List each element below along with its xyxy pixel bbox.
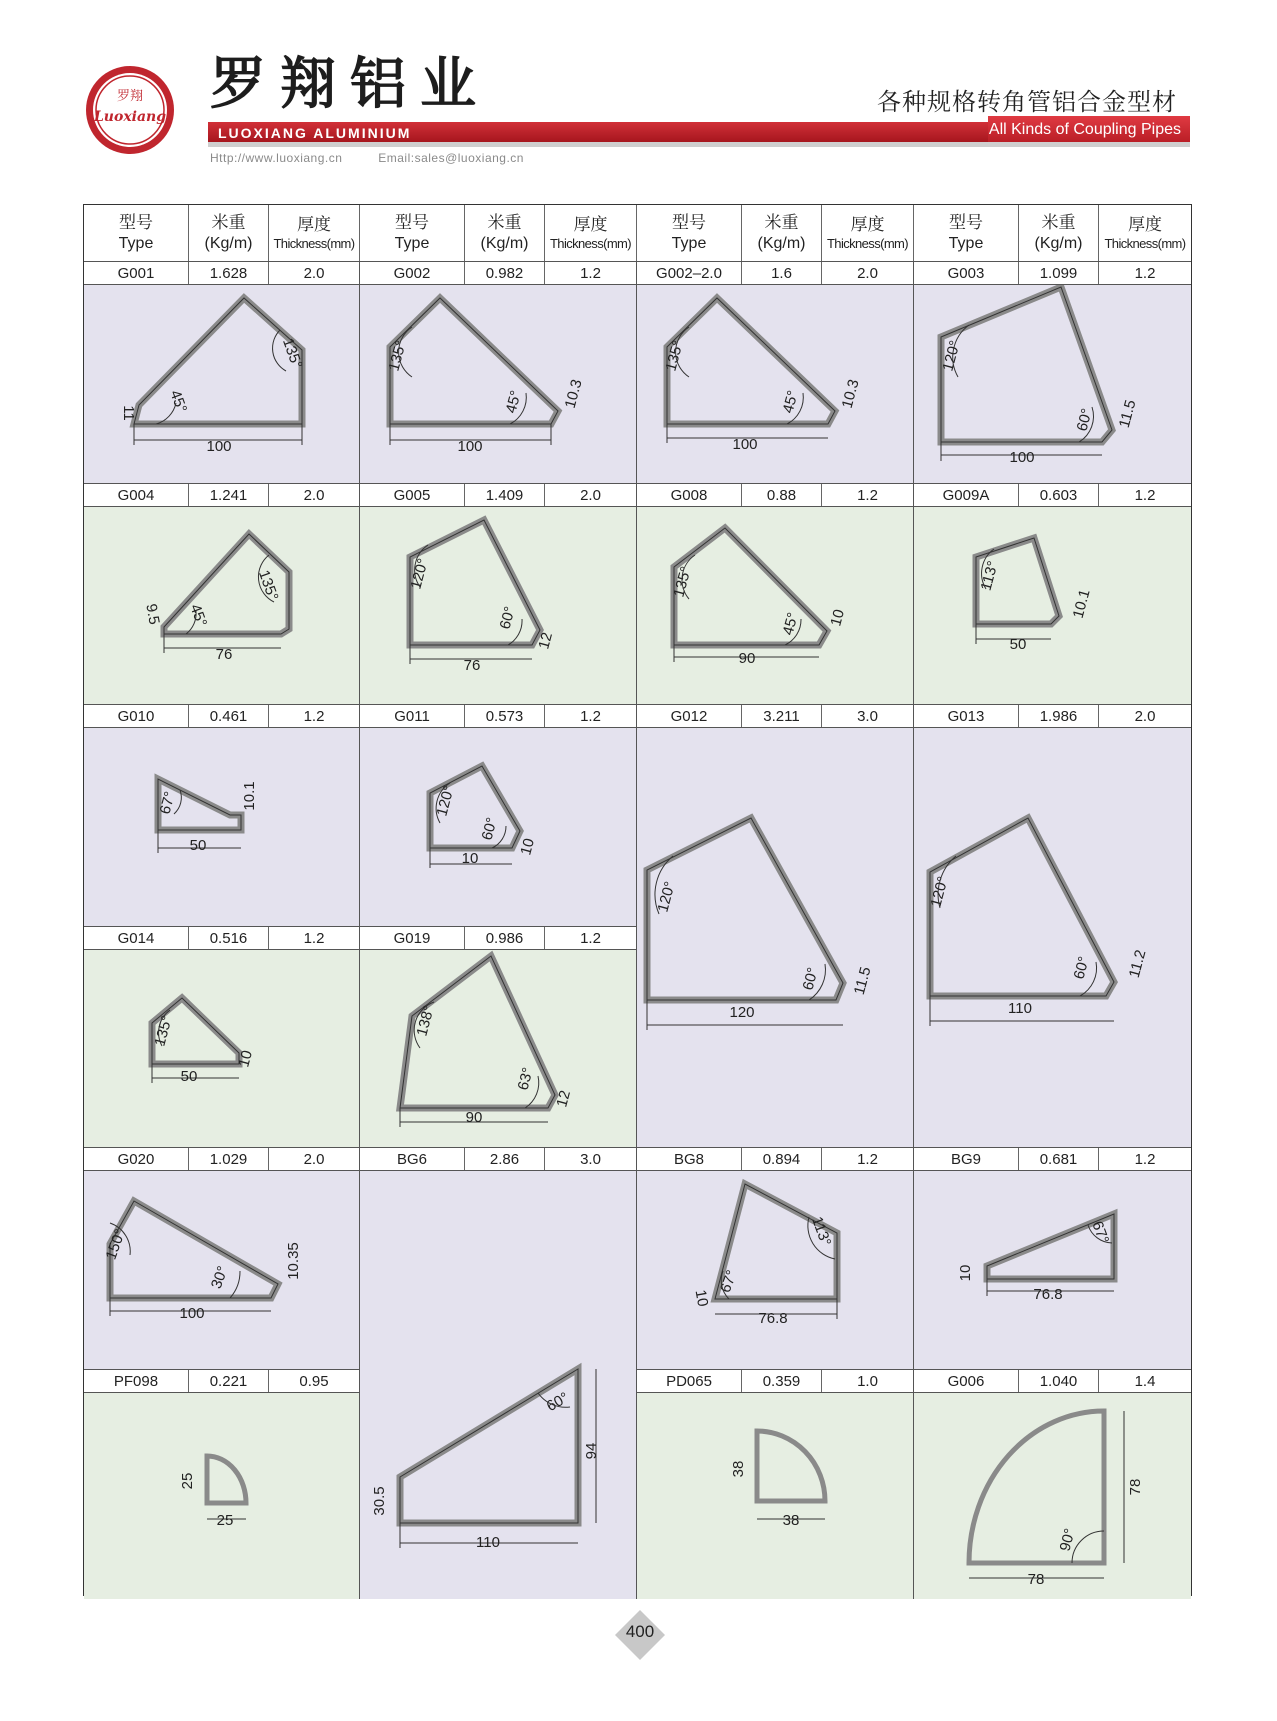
profile-outline: [400, 1369, 578, 1523]
header-label-cn: 型号: [672, 213, 706, 233]
profile-drawing-g013: [914, 728, 1191, 1147]
product-type: BG6: [360, 1148, 465, 1170]
profile-edge: [390, 298, 558, 424]
dimension-label: 10: [691, 1288, 712, 1308]
brand-name-cn: 罗翔铝业: [210, 51, 490, 117]
profile-diagram: [637, 1171, 913, 1369]
product-spec-row: [914, 483, 1191, 507]
product-spec-row: [637, 1147, 914, 1171]
dimension-label: 45°: [779, 610, 802, 637]
product-thick: 0.95: [269, 1370, 360, 1392]
product-spec-row: [84, 704, 360, 728]
product-type: G001: [84, 262, 189, 284]
profile-diagram: [637, 285, 913, 483]
product-type: G006: [914, 1370, 1019, 1392]
header-label-en: (Kg/m): [757, 234, 806, 252]
profile-diagram: [360, 285, 636, 483]
header-label-cn: 型号: [395, 213, 429, 233]
profile-drawing-g003: [914, 285, 1191, 483]
brand-logo: [84, 64, 176, 156]
header-label-cn: 型号: [119, 213, 153, 233]
table-header-row: [84, 205, 1191, 261]
profile-drawing-g006: [914, 1393, 1191, 1599]
profile-outline: [757, 1431, 825, 1501]
product-spec-row: [637, 483, 914, 507]
profile-diagram: [84, 507, 359, 704]
profile-diagram: [84, 1393, 359, 1599]
header-label-en: Thickness(mm): [549, 235, 632, 251]
dimension-label: 10: [517, 836, 539, 858]
dimension-label: 60°: [1070, 954, 1093, 981]
product-thick: 2.0: [1134, 707, 1156, 725]
profile-outline: [207, 1456, 246, 1503]
dimension-label: 9.5: [142, 602, 163, 626]
dimension-label: 50: [189, 837, 207, 854]
profile-drawing-g005: [360, 507, 637, 704]
product-type: G009A: [914, 484, 1019, 506]
profile-drawing-pd065: [637, 1393, 914, 1599]
profile-drawing-g004: [84, 507, 360, 704]
product-spec-row: [84, 483, 360, 507]
profile-diagram: [84, 950, 359, 1147]
product-thick: 1.2: [269, 705, 360, 727]
profile-diagram: [360, 950, 636, 1147]
website-link[interactable]: Http://www.luoxiang.cn: [210, 151, 343, 165]
product-weight: 0.359: [742, 1370, 822, 1392]
product-weight: 0.894: [742, 1148, 822, 1170]
dimension-label: 110: [476, 1534, 500, 1551]
header-band-shadow: [208, 142, 1190, 147]
product-type: PF098: [84, 1370, 189, 1392]
profile-drawing-g010: [84, 728, 360, 926]
product-weight: 1.628: [189, 262, 269, 284]
profile-diagram: [914, 285, 1191, 483]
product-weight: 2.86: [465, 1148, 545, 1170]
dimension-label: 135°: [662, 338, 687, 374]
profile-drawing-g020: [84, 1171, 360, 1369]
dimension-label: 120°: [927, 874, 952, 910]
dimension-label: 67°: [716, 1267, 741, 1296]
header-label-cn: 米重: [211, 213, 246, 233]
product-weight: 0.982: [465, 262, 545, 284]
profile-edge: [110, 1201, 278, 1298]
dimension-label: 135°: [670, 564, 695, 600]
profile-diagram: [637, 1393, 913, 1599]
product-weight: 0.88: [742, 484, 822, 506]
dimension-label: 11.2: [1125, 948, 1150, 980]
profile-outline: [110, 1201, 278, 1298]
product-spec-row: [914, 1147, 1191, 1171]
dimension-label: 63°: [514, 1065, 537, 1092]
dimension-label: 38: [730, 1460, 747, 1478]
product-thick: 3.0: [545, 1148, 637, 1170]
product-type: G019: [360, 927, 465, 949]
product-thick: 1.2: [822, 484, 914, 506]
product-type: G002: [360, 262, 465, 284]
header-cell: [189, 205, 269, 261]
profile-diagram: [360, 507, 636, 704]
profile-drawing-pf098: [84, 1393, 360, 1599]
dimension-label: 60°: [799, 965, 822, 992]
product-thick: 1.2: [269, 927, 360, 949]
dimension-label: 135°: [151, 1013, 176, 1049]
product-spec-row: [84, 261, 360, 285]
header-label-en: Thickness(mm): [1104, 235, 1186, 251]
product-type: G005: [360, 484, 465, 506]
dimension-label: 90: [738, 650, 756, 667]
product-thick: 1.2: [545, 927, 637, 949]
header-cell: [822, 205, 914, 261]
header-label-cn: 米重: [1041, 213, 1076, 233]
dimension-label: 100: [206, 438, 232, 455]
product-weight: 0.986: [465, 927, 545, 949]
product-weight: 1.099: [1019, 262, 1099, 284]
dimension-label: 67°: [156, 789, 179, 816]
page-number: 400: [625, 1622, 655, 1641]
header-label-en: Type: [671, 234, 707, 252]
profile-edge: [400, 1369, 578, 1523]
product-weight: 1.040: [1019, 1370, 1099, 1392]
profile-drawing-g012: [637, 728, 914, 1147]
dimension-label: 45°: [502, 388, 525, 415]
dimension-label: 135°: [254, 567, 282, 603]
dimension-label: 78: [1127, 1478, 1144, 1496]
profile-edge: [410, 520, 540, 645]
product-spec-row: [360, 704, 637, 728]
dimension-label: 11.5: [850, 965, 875, 997]
dimension-label: 60°: [543, 1389, 572, 1416]
product-thick: 1.2: [545, 705, 637, 727]
product-weight: 3.211: [742, 705, 822, 727]
product-spec-row: [637, 1369, 914, 1393]
header-cell: [1099, 205, 1191, 261]
header-cell: [1019, 205, 1099, 261]
dimension-label: 76.8: [1033, 1286, 1063, 1303]
profile-diagram: [360, 728, 636, 926]
contact-line: [210, 151, 524, 165]
product-spec-row: [914, 1369, 1191, 1393]
product-type: G012: [637, 705, 742, 727]
dimension-label: 90: [465, 1109, 483, 1126]
dimension-label: 50: [1009, 636, 1027, 653]
profile-diagram: [914, 1171, 1191, 1369]
product-type: G008: [637, 484, 742, 506]
product-type: G020: [84, 1148, 189, 1170]
product-thick: 2.0: [269, 484, 360, 506]
profile-edge: [134, 298, 302, 424]
profile-outline: [410, 520, 540, 645]
dimension-label: 10: [827, 607, 849, 629]
product-type: G013: [914, 705, 1019, 727]
subject-title-en: All Kinds of Coupling Pipes: [988, 121, 1181, 138]
product-thick: 1.0: [822, 1370, 914, 1392]
header-label-en: Thickness(mm): [273, 235, 355, 251]
dimension-label: 120: [729, 1004, 755, 1021]
brand-name-en: LUOXIANG ALUMINIUM: [218, 125, 412, 141]
product-type: G011: [360, 705, 465, 727]
dimension-label: 90°: [1056, 1526, 1079, 1553]
dimension-label: 45°: [779, 388, 802, 415]
svg-text:罗翔: 罗翔: [116, 89, 144, 104]
product-spec-row: [84, 1369, 360, 1393]
product-thick: 2.0: [269, 1148, 360, 1170]
header-cell: [637, 205, 742, 261]
profile-drawing-g008: [637, 507, 914, 704]
dimension-label: 12: [535, 630, 557, 652]
header-label-en: Type: [394, 234, 430, 252]
dimension-label: 120°: [407, 556, 432, 592]
dimension-label: 45°: [166, 387, 191, 416]
dimension-label: 10.35: [285, 1242, 302, 1280]
profile-drawing-g011: [360, 728, 637, 926]
dimension-label: 10: [235, 1048, 257, 1070]
dimension-label: 25: [216, 1512, 234, 1529]
header-cell: [84, 205, 189, 261]
header-label-en: (Kg/m): [480, 234, 529, 252]
product-thick: 1.2: [1134, 1150, 1156, 1168]
dimension-label: 10: [461, 850, 479, 867]
header-label-cn: 厚度: [297, 215, 331, 235]
product-type: G002–2.0: [637, 262, 742, 284]
header-cell: [742, 205, 822, 261]
dimension-label: 100: [1009, 449, 1035, 466]
profile-outline: [390, 298, 558, 424]
dimension-label: 30°: [207, 1263, 232, 1292]
profile-outline: [674, 528, 827, 645]
dimension-label: 138°: [413, 1003, 438, 1039]
header-label-cn: 厚度: [573, 215, 608, 235]
dimension-label: 135°: [278, 335, 306, 371]
profile-drawing-g001: [84, 285, 360, 483]
dimension-label: 67°: [1088, 1218, 1113, 1247]
dimension-label: 12: [553, 1088, 575, 1110]
profile-edge: [667, 298, 835, 424]
dimension-label: 94: [583, 1442, 600, 1460]
product-weight: 0.461: [189, 705, 269, 727]
profile-outline: [134, 298, 302, 424]
product-spec-row: [914, 704, 1191, 728]
header-label-en: Thickness(mm): [826, 235, 909, 251]
product-type: PD065: [637, 1370, 742, 1392]
product-weight: 1.241: [189, 484, 269, 506]
dimension-label: 10.1: [241, 781, 258, 811]
product-spec-row: [84, 926, 360, 950]
profile-drawing-g002: [360, 285, 637, 483]
profile-drawing-g009a: [914, 507, 1191, 704]
product-thick: 3.0: [822, 705, 914, 727]
product-weight: 0.516: [189, 927, 269, 949]
profile-outline: [969, 1411, 1104, 1563]
dimension-label: 10.1: [1069, 587, 1094, 621]
product-spec-row: [360, 926, 637, 950]
profile-diagram: [360, 1171, 636, 1599]
dimension-label: 10.3: [838, 377, 863, 411]
product-spec-row: [360, 483, 637, 507]
product-thick: 1.2: [822, 1148, 914, 1170]
profile-diagram: [914, 507, 1191, 704]
product-type: G014: [84, 927, 189, 949]
product-thick: 1.2: [545, 262, 637, 284]
profile-diagram: [914, 1393, 1191, 1599]
profile-diagram: [84, 728, 359, 926]
product-weight: 1.6: [742, 262, 822, 284]
product-type: G003: [914, 262, 1019, 284]
product-weight: 0.573: [465, 705, 545, 727]
dimension-label: 100: [179, 1305, 205, 1322]
profile-diagram: [914, 728, 1191, 1147]
profile-drawing-bg8: [637, 1171, 914, 1369]
email-link[interactable]: Email:sales@luoxiang.cn: [378, 151, 524, 165]
profile-diagram: [637, 507, 913, 704]
header-label-cn: 厚度: [1128, 215, 1162, 235]
product-spec-row: [637, 704, 914, 728]
product-weight: 1.986: [1019, 705, 1099, 727]
profile-outline: [667, 298, 835, 424]
dimension-label: 150°: [102, 1226, 130, 1262]
dimension-label: 30.5: [371, 1486, 388, 1516]
product-spec-row: [84, 1147, 360, 1171]
header-cell: [269, 205, 360, 261]
dimension-label: 11.5: [1115, 398, 1140, 430]
profile-drawing-bg6: [360, 1171, 637, 1599]
dimension-label: 45°: [186, 601, 211, 630]
dimension-label: 120°: [654, 879, 679, 915]
dimension-label: 60°: [496, 604, 519, 631]
header-label-cn: 米重: [487, 213, 522, 233]
product-weight: 0.681: [1019, 1148, 1099, 1170]
product-thick: 1.2: [1134, 264, 1156, 282]
dimension-label: 120°: [939, 338, 964, 374]
product-weight: 1.409: [465, 484, 545, 506]
product-table: [83, 204, 1192, 1596]
dimension-label: 50: [180, 1068, 198, 1085]
svg-text:Luoxiang: Luoxiang: [93, 109, 167, 125]
dimension-label: 60°: [1073, 406, 1096, 433]
dimension-label: 10: [957, 1264, 974, 1282]
dimension-label: 135°: [385, 338, 410, 374]
dimension-label: 11: [120, 405, 137, 421]
product-spec-row: [914, 261, 1191, 285]
header-cell: [465, 205, 545, 261]
header-cell: [360, 205, 465, 261]
header-label-en: (Kg/m): [204, 234, 253, 252]
dimension-label: 113°: [977, 559, 1002, 593]
dimension-label: 76.8: [758, 1310, 788, 1327]
dimension-label: 25: [179, 1472, 196, 1490]
profile-diagram: [637, 728, 913, 1147]
header-label-en: (Kg/m): [1034, 234, 1083, 252]
dimension-label: 60°: [478, 815, 501, 842]
header-label-cn: 厚度: [850, 215, 885, 235]
product-weight: 1.029: [189, 1148, 269, 1170]
header-label-cn: 米重: [764, 213, 799, 233]
profile-drawing-g014: [84, 950, 360, 1147]
product-weight: 0.221: [189, 1370, 269, 1392]
header-label-cn: 型号: [949, 213, 983, 233]
dimension-label: 100: [732, 436, 758, 453]
product-spec-row: [637, 261, 914, 285]
dimension-label: 120°: [433, 783, 458, 819]
profile-diagram: [84, 1171, 359, 1369]
product-type: G010: [84, 705, 189, 727]
product-type: G004: [84, 484, 189, 506]
dimension-label: 38: [782, 1512, 800, 1529]
dimension-label: 113°: [808, 1214, 835, 1249]
product-type: BG9: [914, 1148, 1019, 1170]
dimension-label: 76: [215, 646, 233, 663]
dimension-label: 78: [1027, 1571, 1045, 1588]
product-spec-row: [360, 1147, 637, 1171]
angle-arc: [230, 1271, 240, 1298]
profile-drawing-bg9: [914, 1171, 1191, 1369]
product-thick: 1.2: [1134, 486, 1156, 504]
header-label-en: Type: [118, 234, 154, 252]
header-label-en: Type: [948, 234, 984, 252]
product-thick: 2.0: [822, 262, 914, 284]
product-thick: 2.0: [269, 262, 360, 284]
subject-title-cn: 各种规格转角管铝合金型材: [877, 89, 1177, 116]
product-weight: 0.603: [1019, 484, 1099, 506]
product-spec-row: [360, 261, 637, 285]
product-thick: 1.4: [1134, 1372, 1156, 1390]
profile-drawing-g019: [360, 950, 637, 1147]
dimension-label: 100: [457, 438, 483, 455]
header-cell: [545, 205, 637, 261]
dimension-label: 110: [1008, 1000, 1032, 1017]
profile-diagram: [84, 285, 359, 483]
dimension-label: 10.3: [561, 377, 586, 411]
product-thick: 2.0: [545, 484, 637, 506]
profile-drawing-g002_2: [637, 285, 914, 483]
header-cell: [914, 205, 1019, 261]
dimension-label: 76: [463, 657, 481, 674]
product-type: BG8: [637, 1148, 742, 1170]
